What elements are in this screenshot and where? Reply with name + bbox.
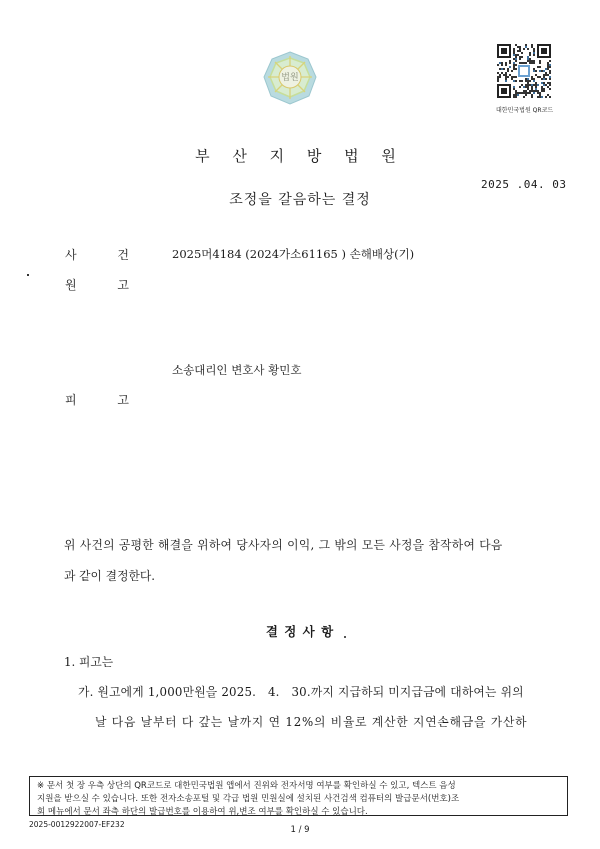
qr-caption: 대한민국법원 QR코드 bbox=[496, 107, 554, 114]
defendant-label: 피 고 bbox=[65, 393, 129, 407]
qr-code[interactable] bbox=[497, 44, 551, 98]
intro-text-line1: 위 사건의 공평한 해결을 위하여 당사자의 이익, 그 밖의 모든 사정을 참작하여 다음 bbox=[64, 538, 503, 552]
plaintiff-label: 원 고 bbox=[65, 278, 129, 292]
notice-line-1: ※ 문서 첫 장 우측 상단의 QR코드로 대한민국법원 앱에서 진위와 전자서명 여부를 확인하실 수 있고, 텍스트 음성 bbox=[37, 781, 456, 791]
page-number: 1 / 9 bbox=[290, 825, 310, 835]
item-1: 1. 피고는 bbox=[64, 655, 114, 669]
intro-text-line2: 과 같이 결정한다. bbox=[64, 569, 156, 583]
seal-text: 법원 bbox=[281, 73, 299, 83]
notice-line-3: 회 메뉴에서 문서 좌측 하단의 발급번호를 이용하여 위,변조 여부를 확인하실 수 있습니다. bbox=[37, 807, 368, 817]
heading-dot bbox=[344, 636, 346, 638]
notice-line-2: 지원을 받으실 수 있습니다. 또한 전자소송포털 및 각급 법원 민원실에 설치된 사건검색 컴퓨터의 발급문서(번호)조 bbox=[37, 794, 460, 804]
verification-notice bbox=[29, 776, 568, 816]
section-heading: 결 정 사 항 bbox=[265, 624, 335, 639]
decision-date: 2025 .04. 03 bbox=[481, 178, 567, 191]
item-1a-line1: 가. 원고에게 1,000만원을 2025. 4. 30.까지 지급하되 미지급금에 대하여는 위의 bbox=[78, 685, 524, 699]
issue-number: 2025-0012922007-EF232 bbox=[29, 820, 125, 829]
document-title: 조정을 갈음하는 결정 bbox=[229, 192, 371, 208]
margin-mark bbox=[27, 274, 29, 276]
case-number: 2025머4184 (2024가소61165 ) 손해배상(기) bbox=[172, 247, 415, 261]
counsel-info: 소송대리인 변호사 황민호 bbox=[172, 363, 302, 377]
item-1a-line2: 날 다음 날부터 다 갚는 날까지 연 12%의 비율로 계산한 지연손해금을 가산하 bbox=[95, 715, 528, 729]
case-label: 사 건 bbox=[65, 248, 129, 262]
court-name: 부 산 지 방 법 원 bbox=[195, 147, 405, 165]
